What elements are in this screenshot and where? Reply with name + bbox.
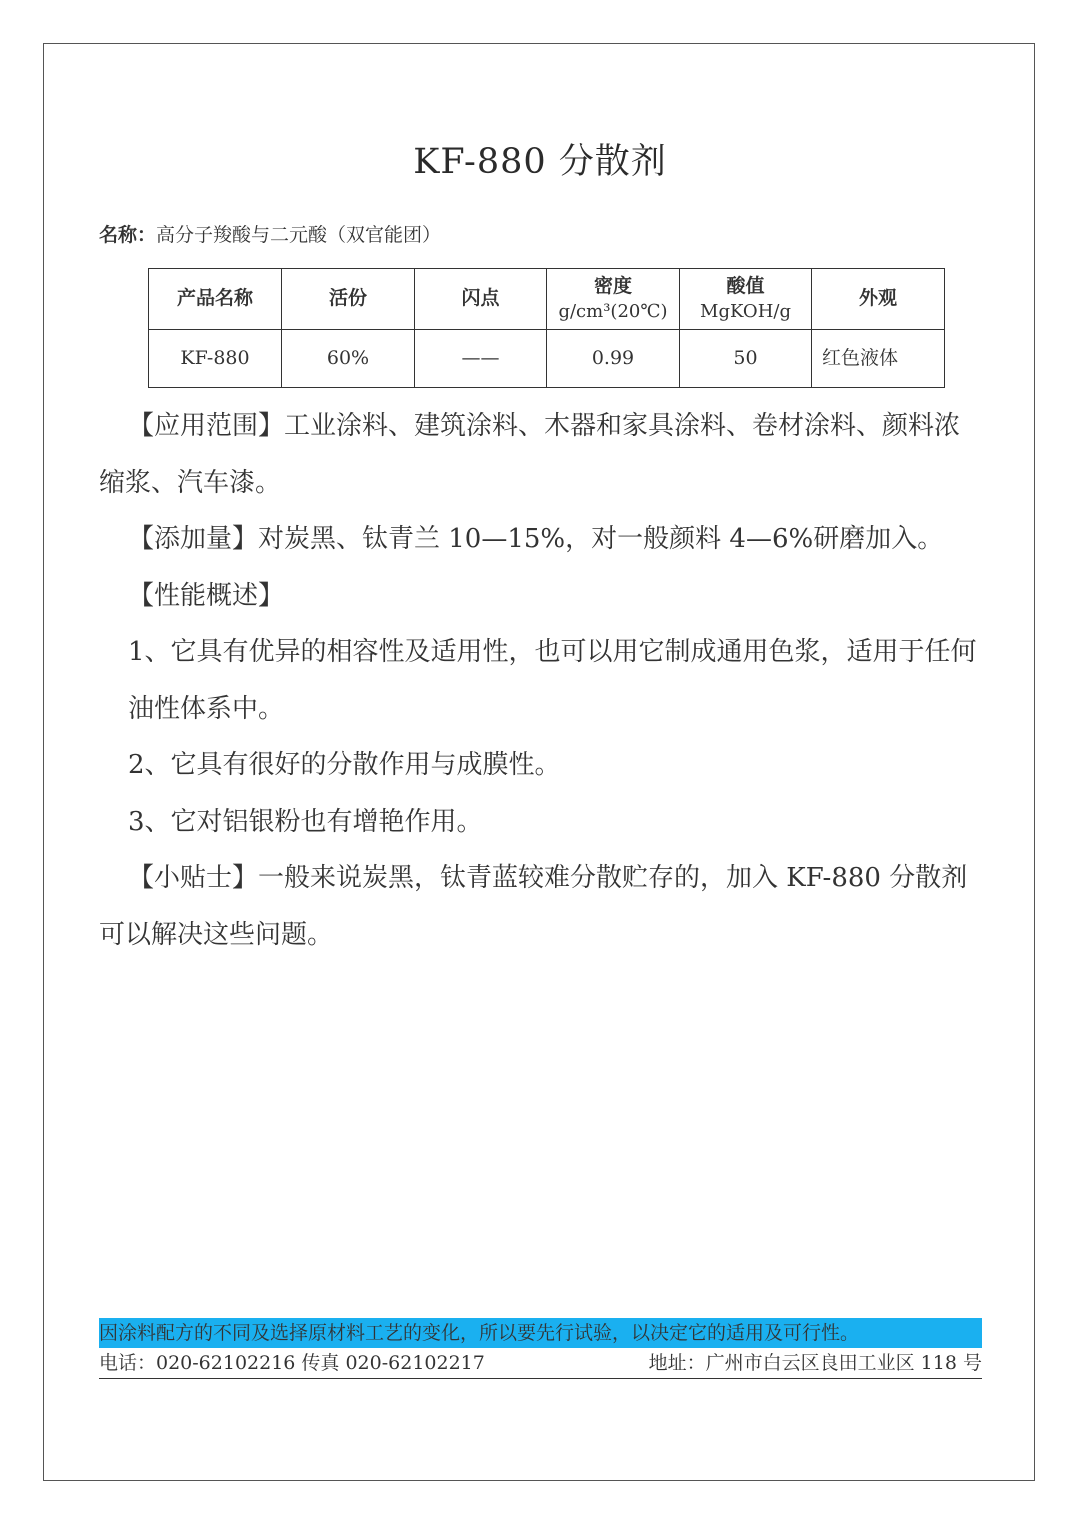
header-product-name: 产品名称 [149, 269, 282, 330]
cell-flash-point: —— [415, 330, 547, 388]
header-density: 密度 g/cm³(20℃) [547, 269, 680, 330]
table-header-row [149, 269, 945, 330]
header-active-content: 活份 [282, 269, 415, 330]
phone-fax: 电话：020-62102216 传真 020-62102217 [99, 1352, 485, 1374]
performance-item-1: 1、它具有优异的相容性及适用性，也可以用它制成通用色浆，适用于任何油性体系中。 [128, 637, 977, 724]
dosage-paragraph: 【添加量】对炭黑、钛青兰 10—15%，对一般颜料 4—6%研磨加入。 [128, 524, 944, 554]
cell-active-content: 60% [282, 330, 415, 388]
product-name-line [99, 220, 441, 247]
header-acid-value: 酸值 MgKOH/g [680, 269, 812, 330]
performance-heading: 【性能概述】 [128, 580, 285, 611]
footer [99, 1318, 982, 1379]
header-appearance: 外观 [812, 269, 945, 330]
cell-appearance: 红色液体 [812, 330, 945, 388]
header-flash-point: 闪点 [415, 269, 547, 330]
spec-table [148, 268, 945, 388]
performance-item-2: 2、它具有很好的分散作用与成膜性。 [128, 750, 561, 780]
name-value: 高分子羧酸与二元酸（双官能团） [156, 224, 442, 246]
address: 地址：广州市白云区良田工业区 118 号 [648, 1352, 982, 1374]
application-paragraph: 【应用范围】工业涂料、建筑涂料、木器和家具涂料、卷材涂料、颜料浓缩浆、汽车漆。 [99, 411, 961, 498]
name-label: 名称： [99, 224, 157, 246]
warning-banner: 因涂料配方的不同及选择原材料工艺的变化，所以要先行试验，以决定它的适用及可行性。 [99, 1318, 982, 1348]
cell-density: 0.99 [547, 330, 680, 388]
page-title: KF-880 分散剂 [413, 142, 667, 182]
tip-paragraph: 【小贴士】一般来说炭黑，钛青蓝较难分散贮存的，加入 KF-880 分散剂可以解决这些问题。 [99, 863, 968, 950]
performance-item-3: 3、它对铝银粉也有增艳作用。 [128, 806, 483, 837]
contact-line [99, 1348, 982, 1379]
table-row [149, 330, 945, 388]
cell-product-name: KF-880 [149, 330, 282, 388]
body-text [99, 398, 984, 963]
cell-acid-value: 50 [680, 330, 812, 388]
